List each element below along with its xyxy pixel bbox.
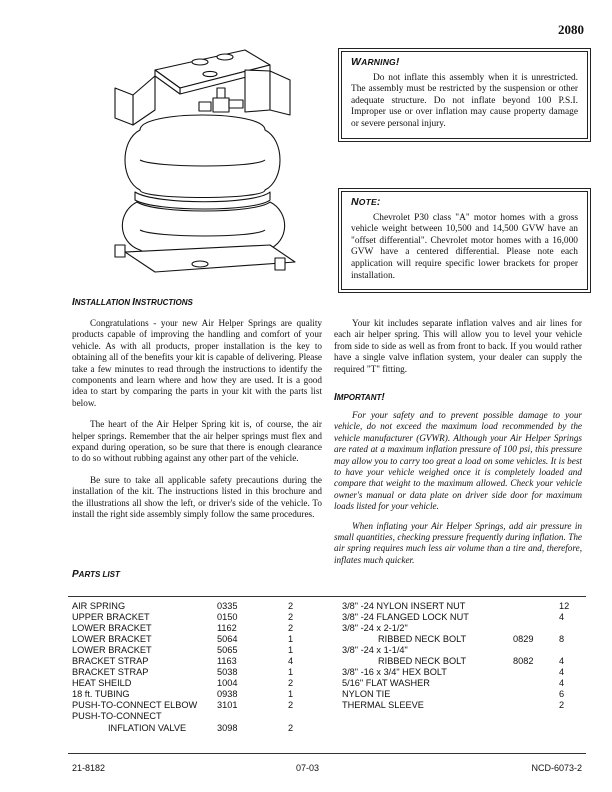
parts-top-rule	[68, 596, 586, 597]
installation-heading: INSTALLATION INSTRUCTIONS	[72, 297, 193, 308]
parts-row: 3/8" -24 x 2-1/2"	[342, 623, 408, 633]
important-paragraph: When inflating your Air Helper Springs, add air pressure in small quantities, checking pressure frequently during inflation. The air spring requires much less air volume than a tire and, therefore, inflates much quicker.	[334, 520, 582, 565]
parts-row: LOWER BRACKET 5065 1	[72, 645, 294, 655]
parts-row: AIR SPRING 0335 2	[72, 601, 294, 611]
warning-heading: WARNING!	[351, 56, 400, 68]
note-box	[338, 188, 591, 293]
page-number: 2080	[558, 22, 584, 37]
parts-row: RIBBED NECK BOLT 8082 4	[378, 656, 565, 666]
parts-row: BRACKET STRAP 5038 1	[72, 667, 294, 677]
installation-left-column	[72, 318, 322, 531]
warning-box	[338, 48, 591, 142]
parts-row: UPPER BRACKET 0150 2	[72, 612, 294, 622]
parts-row: HEAT SHEILD 1004 2	[72, 678, 294, 688]
parts-row: LOWER BRACKET 1162 2	[72, 623, 294, 633]
parts-row: 3/8" -24 FLANGED LOCK NUT 4	[342, 612, 565, 622]
important-column	[334, 410, 582, 576]
footer-date: 07-03	[296, 763, 320, 773]
parts-row: 5/16" FLAT WASHER 4	[342, 678, 565, 688]
parts-list-right	[342, 601, 572, 751]
installation-right-column	[334, 318, 582, 385]
important-paragraph: For your safety and to prevent possible damage to your vehicle, do not exceed the maximum load recommended by the vehicle manufacturer (GVWR). Although your Air Helper Springs are rated at a maximum inflation pressure of 100 psi, this pressure may allow you to carry too great a load on some vehicles. It is best to have your vehicle weighed once it is completely loaded and compare that weight to the maximum allowed. Check your vehicle owner's manual or data plate on driver side door for maximum loads listed for your vehicle.	[334, 410, 582, 512]
parts-row: INFLATION VALVE 3098 2	[108, 723, 294, 733]
parts-row: PUSH-TO-CONNECT	[72, 711, 162, 721]
installation-paragraph: Your kit includes separate inflation valves and air lines for each air helper spring. This will allow you to level your vehicle from side to side as well as from front to back. If you would rather have a single valve inflation system, your dealer can supply the required "T" fitting.	[334, 318, 582, 374]
parts-bottom-rule	[68, 753, 586, 754]
parts-row: THERMAL SLEEVE 2	[342, 700, 565, 710]
air-spring-illustration	[95, 40, 305, 280]
warning-text: Do not inflate this assembly when it is unrestricted. The assembly must be restricted by the suspension or other adequate structure. Do not inflate beyond 100 P.S.I. Improper use or over inflation may cause property damage or severe personal injury.	[351, 72, 578, 129]
parts-row: RIBBED NECK BOLT 0829 8	[378, 634, 565, 644]
parts-list-left	[72, 601, 332, 751]
installation-paragraph: Congratulations - your new Air Helper Springs are quality products capable of improving the handling and comfort of your vehicle. As with all products, proper installation is the key to obtaining all of the benefits your kit is capable of delivering. Please take a few minutes to read through the instructions to identify the components and learn where and how they are used. It is a good idea to start by comparing the parts in your kit with the parts list below.	[72, 318, 322, 408]
parts-row: 18 ft. TUBING 0938 1	[72, 689, 294, 699]
note-heading: NOTE:	[351, 196, 381, 208]
parts-list-heading: PARTS LIST	[72, 569, 120, 580]
parts-row: 3/8" -16 x 3/4" HEX BOLT 4	[342, 667, 565, 677]
parts-row: NYLON TIE 6	[342, 689, 565, 699]
parts-row: 3/8" -24 x 1-1/4"	[342, 645, 408, 655]
footer-doc-number: 21-8182	[72, 763, 106, 773]
parts-row: BRACKET STRAP 1163 4	[72, 656, 294, 666]
parts-row: PUSH-TO-CONNECT ELBOW 3101 2	[72, 700, 294, 710]
note-text: Chevrolet P30 class "A" motor homes with a gross vehicle weight between 10,500 and 14,500 GVW have an "offset differential". Chevrolet motor homes with a 16,000 GVW have a centered differential. Please note each application will require specific lower brackets for proper installation.	[351, 212, 578, 281]
parts-row: LOWER BRACKET 5064 1	[72, 634, 294, 644]
parts-row: 3/8" -24 NYLON INSERT NUT 12	[342, 601, 570, 611]
important-heading: IMPORTANT!	[334, 392, 385, 403]
footer-code: NCD-6073-2	[531, 763, 582, 773]
installation-paragraph: Be sure to take all applicable safety precautions during the installation of the kit. The instructions listed in this brochure and the illustrations all show the left, or driver's side of the vehicle. To install the right side assembly simply follow the same procedures.	[72, 474, 322, 520]
installation-paragraph: The heart of the Air Helper Spring kit is, of course, the air helper springs. Remember that the air helper springs must flex and expand during operation, so be sure that there is enough clearance to do so without rubbing against any other part of the vehicle.	[72, 419, 322, 464]
